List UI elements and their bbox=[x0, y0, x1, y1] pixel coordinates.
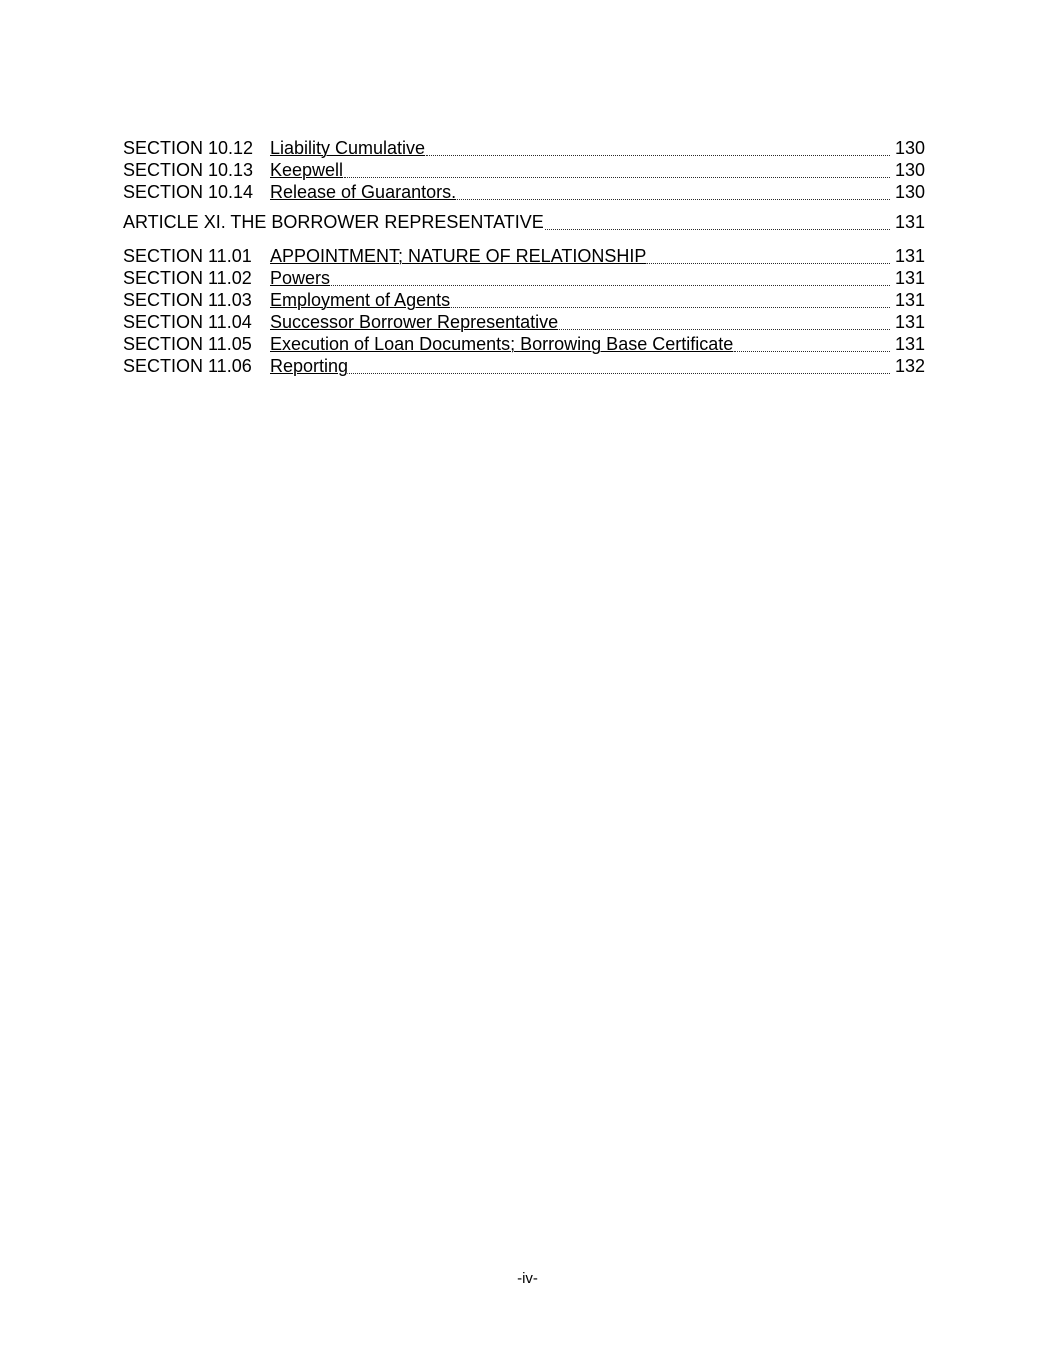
page-footer bbox=[0, 1270, 1055, 1288]
toc-article-entry bbox=[123, 211, 925, 233]
toc-page-number: 131 bbox=[894, 246, 925, 266]
toc-title-link[interactable]: Successor Borrower Representative bbox=[270, 312, 559, 332]
toc-section-number: SECTION 10.12 bbox=[123, 138, 254, 158]
toc-title-link[interactable]: Release of Guarantors. bbox=[270, 182, 457, 202]
dotted-leader bbox=[734, 351, 890, 352]
toc-entry bbox=[123, 137, 925, 159]
toc-article-title: ARTICLE XI. THE BORROWER REPRESENTATIVE bbox=[123, 212, 544, 232]
toc-entry bbox=[123, 333, 925, 355]
dotted-leader bbox=[331, 285, 890, 286]
toc-title-link[interactable]: APPOINTMENT; NATURE OF RELATIONSHIP bbox=[270, 246, 647, 266]
toc-title-link[interactable]: Reporting bbox=[270, 356, 349, 376]
toc-title-link[interactable]: Liability Cumulative bbox=[270, 138, 426, 158]
toc-page-number: 130 bbox=[894, 160, 925, 180]
toc-page-number: 131 bbox=[894, 212, 925, 232]
page-number-label: -iv- bbox=[517, 1270, 538, 1287]
toc-section-number: SECTION 10.13 bbox=[123, 160, 254, 180]
toc-title-link[interactable]: Keepwell bbox=[270, 160, 344, 180]
toc-title-link[interactable]: Powers bbox=[270, 268, 331, 288]
toc-section-number: SECTION 11.05 bbox=[123, 334, 252, 354]
dotted-leader bbox=[545, 229, 890, 230]
table-of-contents bbox=[123, 137, 925, 377]
toc-page-number: 131 bbox=[894, 334, 925, 354]
dotted-leader bbox=[451, 307, 890, 308]
toc-section-number: SECTION 11.01 bbox=[123, 246, 252, 266]
toc-title-link[interactable]: Employment of Agents bbox=[270, 290, 451, 310]
toc-section-number: SECTION 11.02 bbox=[123, 268, 252, 288]
toc-section-number: SECTION 10.14 bbox=[123, 182, 254, 202]
toc-entry bbox=[123, 311, 925, 333]
toc-entry bbox=[123, 181, 925, 203]
toc-page-number: 131 bbox=[894, 268, 925, 288]
toc-entry bbox=[123, 289, 925, 311]
dotted-leader bbox=[344, 177, 890, 178]
toc-entry bbox=[123, 355, 925, 377]
dotted-leader bbox=[349, 373, 890, 374]
toc-section-number: SECTION 11.06 bbox=[123, 356, 252, 376]
toc-section-number: SECTION 11.03 bbox=[123, 290, 252, 310]
toc-entry bbox=[123, 267, 925, 289]
toc-title-link[interactable]: Execution of Loan Documents; Borrowing Base Certificate bbox=[270, 334, 734, 354]
toc-entry bbox=[123, 159, 925, 181]
toc-page-number: 132 bbox=[894, 356, 925, 376]
dotted-leader bbox=[426, 155, 890, 156]
toc-entry bbox=[123, 245, 925, 267]
toc-page-number: 130 bbox=[894, 138, 925, 158]
toc-section-number: SECTION 11.04 bbox=[123, 312, 252, 332]
toc-page-number: 130 bbox=[894, 182, 925, 202]
toc-page-number: 131 bbox=[894, 290, 925, 310]
dotted-leader bbox=[457, 199, 890, 200]
toc-page-number: 131 bbox=[894, 312, 925, 332]
dotted-leader bbox=[647, 263, 890, 264]
dotted-leader bbox=[559, 329, 890, 330]
